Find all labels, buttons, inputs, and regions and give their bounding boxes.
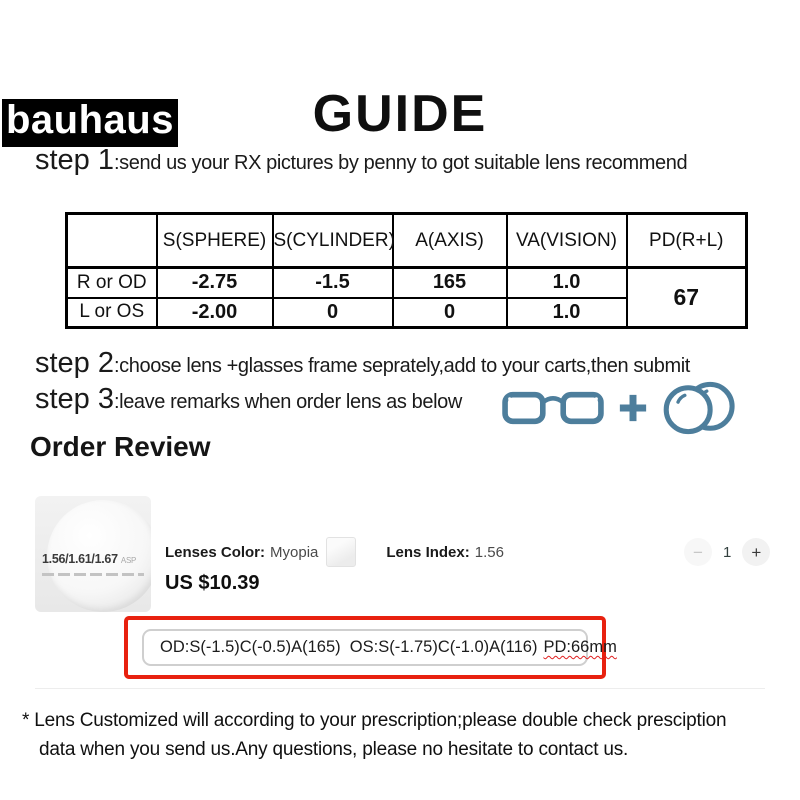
step-2-label: step 2 (35, 347, 114, 379)
caption-asp-suffix: ASP (120, 556, 137, 565)
product-price: US $10.39 (165, 572, 260, 594)
page-title: GUIDE (312, 85, 488, 143)
step-1-label: step 1 (35, 144, 114, 176)
rx-table (65, 212, 748, 329)
plus-icon (616, 391, 650, 425)
rx-r-cylinder: -1.5 (273, 268, 393, 298)
footer-line-2: data when you send us.Any questions, please no hesitate to contact us. (39, 739, 629, 761)
rx-header-cylinder: S(CYLINDER) (273, 214, 393, 268)
product-image[interactable] (35, 496, 151, 612)
glasses-frame-icon (502, 387, 604, 429)
rx-header-vision: VA(VISION) (507, 214, 627, 268)
rx-l-cylinder: 0 (273, 298, 393, 328)
rx-r-vision: 1.0 (507, 268, 627, 298)
remark-highlight-box (124, 616, 617, 679)
rx-header-pd: PD(R+L) (627, 214, 747, 268)
remark-prescription-text: OD:S(-1.5)C(-0.5)A(165) OS:S(-1.75)C(-1.0)A(116) (160, 638, 538, 656)
order-review-heading: Order Review (30, 431, 211, 462)
step-2-line (35, 347, 690, 380)
step-1-line (35, 144, 687, 177)
quantity-stepper (684, 538, 770, 566)
brand-logo-text: bauhaus (6, 98, 174, 142)
remark-pd-text: PD:66mm (543, 638, 617, 656)
rx-l-sphere: -2.00 (157, 298, 273, 328)
footer-line-1: * Lens Customized will according to your prescription;please double check presciption (22, 710, 727, 731)
step-3-text: :leave remarks when order lens as below (114, 391, 462, 413)
rx-table-header-row (67, 214, 747, 268)
rx-header-sphere: S(SPHERE) (157, 214, 273, 268)
quantity-decrease-button[interactable]: − (684, 538, 712, 566)
rx-header-axis: A(AXIS) (393, 214, 507, 268)
color-swatch-thumbnail[interactable] (326, 537, 356, 567)
quantity-increase-button[interactable]: + (742, 538, 770, 566)
rx-header-empty (67, 214, 157, 268)
lens-plus-frame-illustration (502, 378, 738, 438)
lenses-pair-icon (662, 380, 738, 436)
rx-pd-value: 67 (627, 268, 747, 328)
caption-index-values: 1.56/1.61/1.67 (42, 552, 118, 566)
step-3-label: step 3 (35, 383, 114, 415)
card-divider (35, 688, 765, 689)
rx-l-axis: 0 (393, 298, 507, 328)
quantity-value: 1 (723, 543, 732, 561)
footer-note (22, 706, 726, 765)
rx-row-r-label: R or OD (67, 268, 157, 298)
step-1-text: :send us your RX pictures by penny to got suitable lens recommend (114, 152, 688, 174)
product-image-caption (42, 552, 136, 566)
step-2-text: :choose lens +glasses frame seprately,add to your carts,then submit (114, 355, 690, 377)
step-3-line (35, 383, 462, 416)
lenses-color-label: Lenses Color: (165, 543, 266, 561)
rx-r-sphere: -2.75 (157, 268, 273, 298)
lens-index-label: Lens Index: (386, 543, 470, 561)
product-options-row (165, 537, 504, 567)
rx-row-l-label: L or OS (67, 298, 157, 328)
rx-row-right-eye (67, 268, 747, 298)
rx-l-vision: 1.0 (507, 298, 627, 328)
lenses-color-value: Myopia (270, 543, 319, 561)
lens-index-value: 1.56 (474, 543, 504, 561)
remark-input[interactable] (142, 629, 617, 666)
rx-r-axis: 165 (393, 268, 507, 298)
caption-fine-print (42, 573, 144, 576)
